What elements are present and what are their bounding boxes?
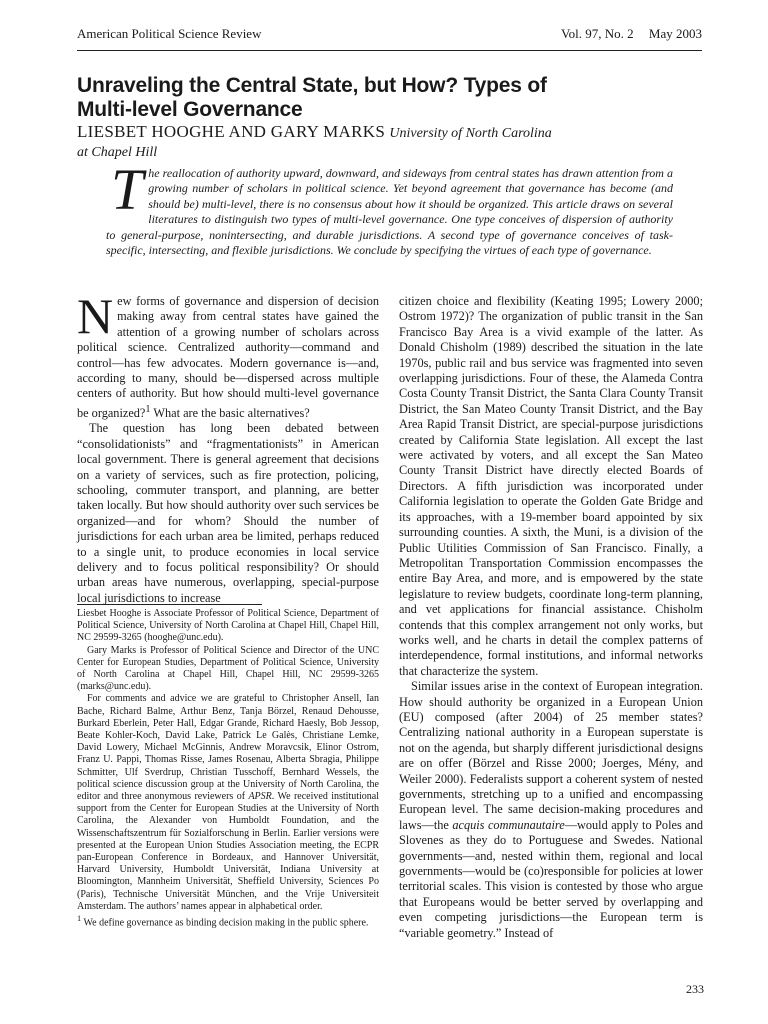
footnotes [77,608,379,930]
body-paragraph-1-end: What are the basic alternatives? [150,405,310,420]
running-head [77,26,702,44]
page-number: 233 [686,982,704,996]
abstract [106,157,673,258]
article-title [77,74,677,122]
abstract-text: he reallocation of authority upward, downward, and sideways from central states has drawn attention from a growing number of scholars in political science. Yet beyond agreement that governance has become (and should be) multi-level, there is no consensus about how it should be organized. This article draws on several literatures to distinguish two types of multi-level governance. One type conceives of dispersion of authority to general-purpose, nonintersecting, and durable jurisdictions. A second type of governance conceives of task-specific, intersecting, and flexible jurisdictions. We conclude by specifying the virtues of each type of governance. [106,166,673,258]
footnote-1 [77,913,379,930]
body-dropcap: N [77,288,114,344]
issue-info [561,26,702,42]
body-paragraph-1 [77,288,379,421]
author-names: LIESBET HOOGHE AND GARY MARKS [77,122,386,141]
title-line-1: Unraveling the Central State, but How? Types of [77,74,547,97]
acknowledgements-journal-abbrev: APSR [248,791,272,803]
footnote-rule [77,604,262,605]
acknowledgements-text-end: . We received institutional support from the Center for European Studies at the University of North Carolina, the Alexander von Humboldt Foundation, and the Wissenschaftszentrum für Sozialforschung in Berlin. Earlier versions were presented at the European Union Studies Association meeting, the ECPR pan-European Conference in Bordeaux, and Hannover Universität, Harvard University, Humboldt Universität, Indiana University at Bloomington, Mannheim Universität, Sheffield University, Sciences Po (Paris), Technische Universität München, and the Vrije Universiteit Amsterdam. The authors’ names appear in alphabetical order. [77,791,379,912]
body-column-right [399,294,703,941]
body-column-left [77,288,379,606]
footnote-hooghe: Liesbet Hooghe is Associate Professor of Political Science, Department of Political Science, University of North Carolina at Chapel Hill, Chapel Hill, NC 29599-3265 (hooghe@unc.edu). [77,608,379,644]
header-rule [77,50,702,51]
volume-issue: Vol. 97, No. 2 [560,26,634,41]
acknowledgements-text: For comments and advice we are grateful to Christopher Ansell, Ian Bache, Richard Balme, Arthur Benz, Tanja Börzel, Renaud Dehousse, Burkard Eberlein, Peter Hall, Edgar Grande, Richard Haesly, Bob Jessop, Beate Kohler-Koch, David Lake, Patrick Le Galès, Christiane Lemke, David Lowery, Michael McGinnis, Andrew Moravcsik, Elinor Ostrom, Franz U. Pappi, Thomas Risse, James Rosenau, Alberta Sbragia, Philippe Schmitter, Ulf Sverdrup, Christian Tusschoff, Bernhard Wessels, the political science discussion group at the University of North Carolina, the editor and three anonymous reviewers of [77,693,379,803]
author-affiliation-line-2: at Chapel Hill [77,145,158,160]
footnote-acknowledgements [77,693,379,913]
author-affiliation: University of North Carolina [389,126,552,141]
author-byline [77,122,697,162]
journal-name: American Political Science Review [77,26,262,41]
acquis-communautaire-term: acquis communautaire [452,817,565,832]
body-paragraph-3: citizen choice and flexibility (Keating 1995; Lowery 2000; Ostrom 1972)? The organization of public transit in the San Francisco Bay Area is a vivid example of the latter. As Donald Chisholm (1989) described the situation in the late 1970s, public rail and bus service was fragmented into seven overlapping jurisdictions. Four of these, the Alameda Contra Costa County Transit District, the Santa Clara County Transit District, the San Mateo County Transit District, and the Bay Area Rapid Transit District, are special-purpose jurisdictions created by California State legislation. All except the last were activated by voters, and all except the San Mateo County Transit District have directly elected Boards of Directors. A fifth jurisdiction was incorporated under California legislation to operate the Golden Gate Bridge and its approaches, with a 19-member board appointed by six surrounding counties. A sixth, the Muni, is a division of the Public Utilities Commission of San Francisco. Finally, a Metropolitan Transportation Commission encompasses the entire Bay Area, and more, and is empowered by the state legislature to review budgets, coordinate long-term planning, and vet applications for financial assistance. Chisholm contends that this complex arrangement not only works, but works well, and he charts in detail the complex patterns of interdependence, formal institutions, and informal networks that characterize the system. [399,294,703,678]
body-paragraph-4 [399,679,703,941]
abstract-dropcap: T [111,157,144,222]
body-paragraph-4-end: —would apply to Poles and Slovenes as they do to Portuguese and Swedes. National governments—and, nested within them, regional and local governments—would be (co)responsible for policies at lower territorial scales. This vision is contested by those who argue that Europeans would be better served by overlapping and even competing jurisdictions—the European term is “variable geometry.” Instead of [399,817,703,940]
title-line-2: Multi-level Governance [77,98,303,121]
footnote-marks: Gary Marks is Professor of Political Science and Director of the UNC Center for European Studies, Department of Political Science, University of North Carolina at Chapel Hill, Chapel Hill, NC 29599-3265 (marks@unc.edu). [77,644,379,693]
footnote-1-text: We define governance as binding decision making in the public sphere. [81,917,369,929]
footnote-ref-1[interactable]: 1 [145,403,151,415]
issue-date: May 2003 [648,26,702,41]
body-paragraph-4-text: Similar issues arise in the context of European integration. How should authority be organized in a European Union (EU) composed (after 2004) of 25 member states? Centralizing national authority in a European superstate is not on the agenda, but sharply different jurisdictional designs are on offer (Börzel and Risse 2000; Joerges, Mény, and Weiler 2000). Federalists support a coherent system of nested governments, stretching up to a unified and encompassing European level. The same decision-making procedures and laws—the [399,679,703,832]
footnote-1-mark: 1 [77,914,82,924]
body-paragraph-2: The question has long been debated between “consolidationists” and “fragmentationists” in American local government. There is general agreement that decisions on a variety of services, such as fire protection, policing, schooling, commuter transport, and planning, are better taken locally. But how should authority over such services be organized—and for whom? Should the number of jurisdictions for each urban area be limited, perhaps reduced to a single unit, to produce economies in local service delivery and to focus political responsibility? Or should urban areas have numerous, overlapping, special-purpose local jurisdictions to increase [77,421,379,605]
body-paragraph-1-text: ew forms of governance and dispersion of decision making away from central states have gained the attention of a growing number of scholars across political science. Centralized authority—command and control—has few advocates. Modern governance is—and, according to many, should be—dispersed across multiple centers of authority. But how should multi-level governance be organized? [77,294,379,420]
